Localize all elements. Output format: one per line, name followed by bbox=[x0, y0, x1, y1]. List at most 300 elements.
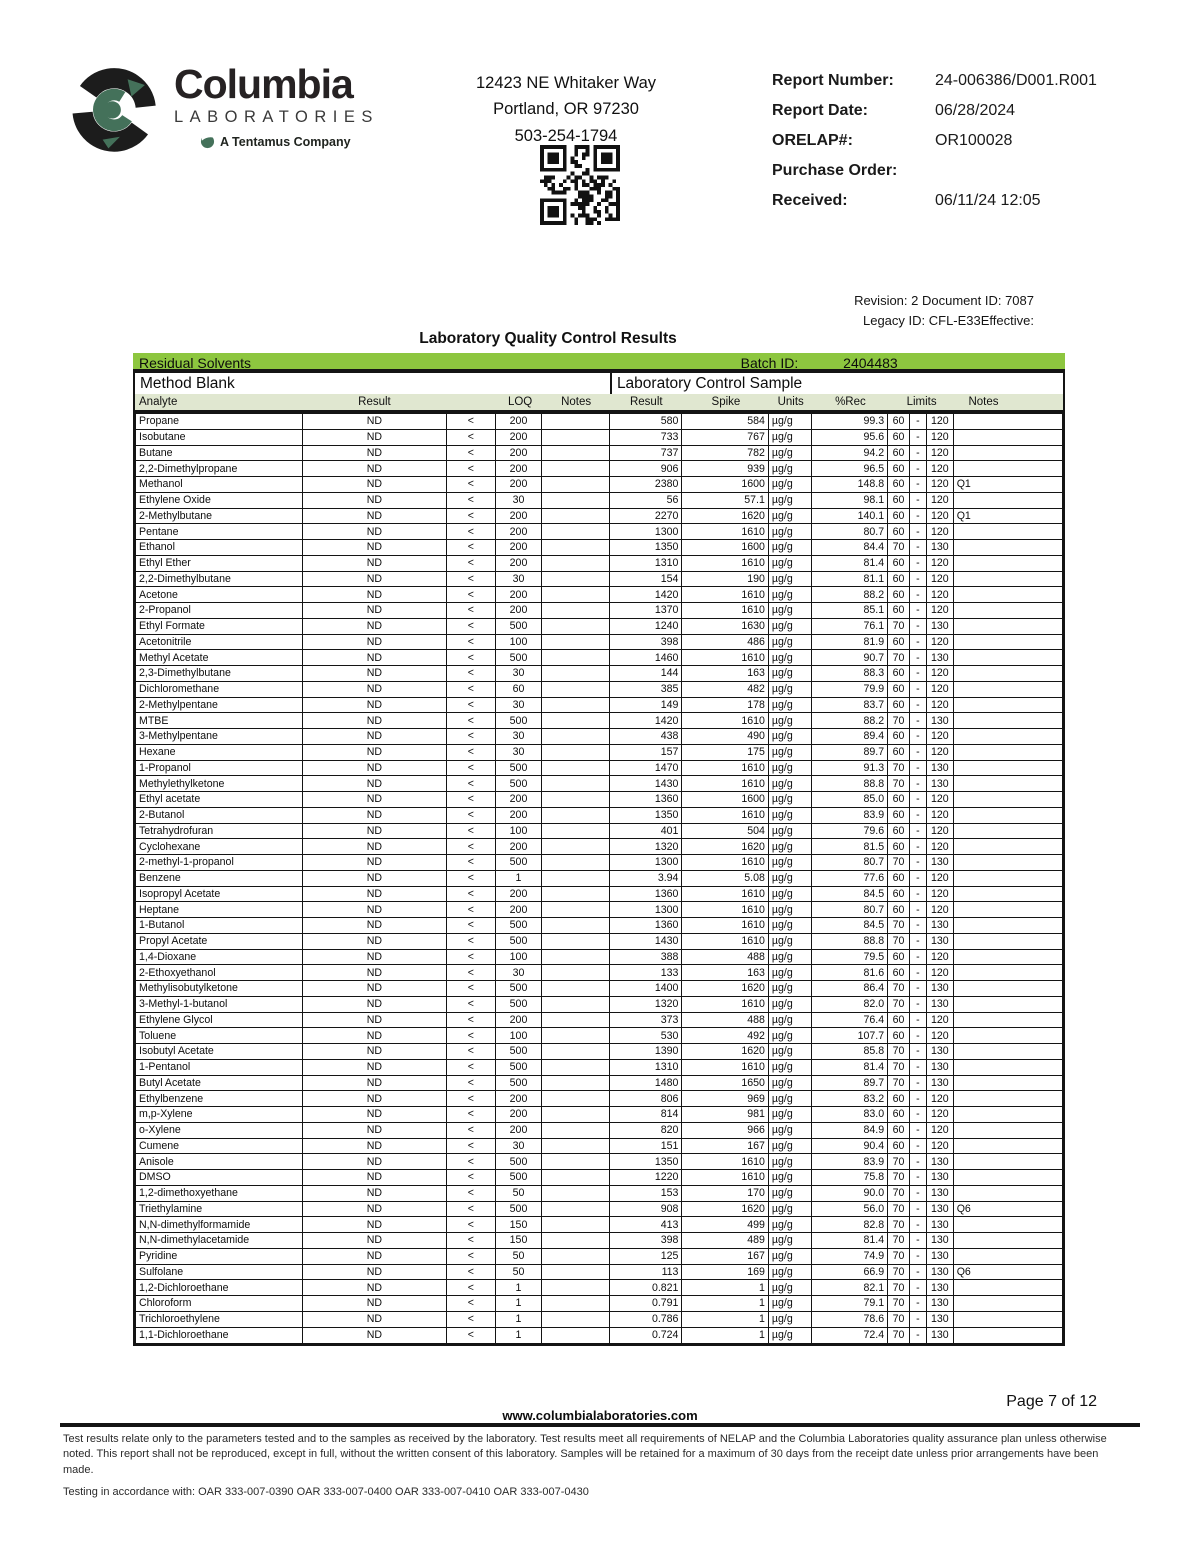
table-row bbox=[136, 698, 1062, 714]
cell-spike: 1610 bbox=[682, 650, 768, 665]
cell-loq: 100 bbox=[496, 1028, 543, 1043]
table-row bbox=[136, 619, 1062, 635]
cell-spike: 969 bbox=[682, 1091, 768, 1106]
cell-loq: 200 bbox=[496, 540, 543, 555]
cell-pct-rec: 66.9 bbox=[812, 1265, 889, 1280]
cell-spike: 488 bbox=[682, 950, 768, 965]
cell-lcs-notes: Q6 bbox=[956, 1265, 971, 1278]
cell-limit-high: 130 bbox=[927, 1280, 954, 1295]
cell-spike: 939 bbox=[682, 461, 768, 476]
cell-lcs-notes bbox=[954, 855, 1062, 870]
cell-limit-dash: - bbox=[910, 1202, 927, 1217]
table-row bbox=[136, 603, 1062, 619]
cell-analyte: 2-Propanol bbox=[136, 603, 303, 618]
cell-spike: 1 bbox=[682, 1296, 768, 1311]
report-field-value: 06/11/24 12:05 bbox=[935, 192, 1041, 209]
cell-analyte: Ethyl Ether bbox=[136, 556, 303, 571]
cell-limit-low: 60 bbox=[888, 950, 910, 965]
cell-lcs-notes bbox=[954, 461, 1062, 476]
cell-spike: 1 bbox=[682, 1328, 768, 1344]
testing-accordance-text: Testing in accordance with: OAR 333-007-0390 OAR 333-007-0400 OAR 333-007-0410 OAR 333-007-0430 bbox=[63, 1486, 589, 1499]
revision-block bbox=[854, 291, 1034, 331]
cell-pct-rec: 74.9 bbox=[812, 1249, 889, 1264]
cell-limit-low: 60 bbox=[888, 461, 910, 476]
cell-pct-rec: 82.0 bbox=[812, 997, 889, 1012]
cell-units: µg/g bbox=[769, 745, 812, 760]
cell-less-than: < bbox=[447, 1280, 496, 1295]
cell-mb-notes bbox=[542, 698, 610, 713]
table-row bbox=[136, 1060, 1062, 1076]
table-row bbox=[136, 650, 1062, 666]
cell-spike: 1610 bbox=[682, 603, 768, 618]
cell-lcs-result: 1300 bbox=[610, 902, 683, 917]
cell-spike: 1 bbox=[682, 1312, 768, 1327]
table-body bbox=[133, 410, 1065, 1346]
cell-limit-dash: - bbox=[910, 1091, 927, 1106]
cell-less-than: < bbox=[447, 509, 496, 524]
cell-less-than: < bbox=[447, 1060, 496, 1075]
table-row bbox=[136, 1091, 1062, 1107]
cell-lcs-notes bbox=[954, 587, 1062, 602]
cell-limit-dash: - bbox=[910, 1028, 927, 1043]
col-header-loq: LOQ bbox=[507, 396, 533, 408]
cell-less-than: < bbox=[447, 1013, 496, 1028]
table-row bbox=[136, 1076, 1062, 1092]
cell-limit-high: 130 bbox=[927, 981, 954, 996]
cell-mb-notes bbox=[542, 745, 610, 760]
cell-lcs-notes bbox=[954, 414, 1062, 429]
cell-limit-dash: - bbox=[910, 792, 927, 807]
cell-lcs-notes bbox=[954, 761, 1062, 776]
cell-limit-dash: - bbox=[910, 1107, 927, 1122]
cell-loq: 200 bbox=[496, 556, 543, 571]
cell-limit-dash: - bbox=[910, 1328, 927, 1344]
cell-limit-dash: - bbox=[910, 1265, 927, 1280]
table-row bbox=[136, 808, 1062, 824]
cell-less-than: < bbox=[447, 587, 496, 602]
cell-mb-result: ND bbox=[303, 1091, 447, 1106]
cell-less-than: < bbox=[447, 871, 496, 886]
cell-mb-result: ND bbox=[303, 902, 447, 917]
cell-spike: 190 bbox=[682, 572, 768, 587]
cell-loq: 500 bbox=[496, 776, 543, 791]
table-row bbox=[136, 587, 1062, 603]
cell-mb-result: ND bbox=[303, 1249, 447, 1264]
cell-less-than: < bbox=[447, 666, 496, 681]
cell-mb-notes bbox=[542, 1139, 610, 1154]
cell-less-than: < bbox=[447, 808, 496, 823]
cell-limit-low: 60 bbox=[888, 792, 910, 807]
cell-limit-dash: - bbox=[910, 918, 927, 933]
cell-lcs-result: 1360 bbox=[610, 887, 683, 902]
cell-lcs-result: 737 bbox=[610, 446, 683, 461]
cell-limit-low: 70 bbox=[888, 761, 910, 776]
cell-mb-result: ND bbox=[303, 682, 447, 697]
cell-loq: 1 bbox=[496, 871, 543, 886]
table-row bbox=[136, 1249, 1062, 1265]
cell-mb-notes bbox=[542, 776, 610, 791]
cell-spike: 169 bbox=[682, 1265, 768, 1280]
cell-pct-rec: 79.9 bbox=[812, 682, 889, 697]
cell-limit-low: 70 bbox=[888, 1296, 910, 1311]
cell-limit-dash: - bbox=[910, 1186, 927, 1201]
cell-pct-rec: 88.8 bbox=[812, 776, 889, 791]
cell-spike: 490 bbox=[682, 729, 768, 744]
cell-limit-high: 120 bbox=[927, 493, 954, 508]
cell-less-than: < bbox=[447, 572, 496, 587]
cell-less-than: < bbox=[447, 619, 496, 634]
cell-mb-notes bbox=[542, 603, 610, 618]
cell-analyte: Acetone bbox=[136, 587, 303, 602]
cell-mb-result: ND bbox=[303, 587, 447, 602]
cell-limit-high: 130 bbox=[927, 997, 954, 1012]
table-row bbox=[136, 430, 1062, 446]
cell-analyte: 2-Methylpentane bbox=[136, 698, 303, 713]
cell-mb-result: ND bbox=[303, 461, 447, 476]
cell-limit-high: 120 bbox=[927, 603, 954, 618]
cell-spike: 1600 bbox=[682, 792, 768, 807]
cell-pct-rec: 79.5 bbox=[812, 950, 889, 965]
cell-limit-high: 120 bbox=[927, 524, 954, 539]
table-row bbox=[136, 965, 1062, 981]
cell-limit-high: 130 bbox=[927, 761, 954, 776]
cell-pct-rec: 107.7 bbox=[812, 1028, 889, 1043]
cell-limit-high: 120 bbox=[927, 461, 954, 476]
cell-less-than: < bbox=[447, 556, 496, 571]
cell-lcs-notes bbox=[954, 1249, 1062, 1264]
cell-limit-dash: - bbox=[910, 540, 927, 555]
cell-loq: 500 bbox=[496, 1170, 543, 1185]
cell-loq: 1 bbox=[496, 1280, 543, 1295]
table-row bbox=[136, 950, 1062, 966]
cell-limit-high: 130 bbox=[927, 1217, 954, 1232]
cell-loq: 200 bbox=[496, 603, 543, 618]
cell-limit-high: 130 bbox=[927, 1202, 954, 1217]
cell-mb-notes bbox=[542, 839, 610, 854]
cell-mb-notes bbox=[542, 997, 610, 1012]
cell-mb-result: ND bbox=[303, 1265, 447, 1280]
cell-limit-dash: - bbox=[910, 524, 927, 539]
cell-loq: 30 bbox=[496, 666, 543, 681]
cell-lcs-result: 1470 bbox=[610, 761, 683, 776]
cell-mb-notes bbox=[542, 430, 610, 445]
cell-loq: 200 bbox=[496, 1123, 543, 1138]
cell-mb-result: ND bbox=[303, 1217, 447, 1232]
cell-analyte: 3-Methylpentane bbox=[136, 729, 303, 744]
cell-limit-dash: - bbox=[910, 493, 927, 508]
cell-mb-notes bbox=[542, 1076, 610, 1091]
cell-analyte: 2-Butanol bbox=[136, 808, 303, 823]
cell-units: µg/g bbox=[769, 713, 812, 728]
cell-limit-dash: - bbox=[910, 1233, 927, 1248]
cell-less-than: < bbox=[447, 430, 496, 445]
cell-lcs-notes bbox=[954, 1154, 1062, 1169]
cell-loq: 500 bbox=[496, 1154, 543, 1169]
table-row bbox=[136, 1328, 1062, 1344]
cell-spike: 175 bbox=[682, 745, 768, 760]
cell-mb-result: ND bbox=[303, 1296, 447, 1311]
cell-units: µg/g bbox=[769, 1296, 812, 1311]
cell-mb-notes bbox=[542, 761, 610, 776]
cell-lcs-result: 1320 bbox=[610, 839, 683, 854]
cell-spike: 981 bbox=[682, 1107, 768, 1122]
cell-limit-high: 120 bbox=[927, 729, 954, 744]
cell-lcs-result: 133 bbox=[610, 965, 683, 980]
table-row bbox=[136, 729, 1062, 745]
cell-analyte: DMSO bbox=[136, 1170, 303, 1185]
cell-limit-low: 70 bbox=[888, 918, 910, 933]
cell-lcs-result: 1310 bbox=[610, 1060, 683, 1075]
cell-limit-low: 70 bbox=[888, 1217, 910, 1232]
cell-limit-low: 70 bbox=[888, 1202, 910, 1217]
cell-analyte: Pentane bbox=[136, 524, 303, 539]
cell-lcs-result: 154 bbox=[610, 572, 683, 587]
cell-limit-low: 70 bbox=[888, 1280, 910, 1295]
cell-limit-dash: - bbox=[910, 1170, 927, 1185]
cell-pct-rec: 82.8 bbox=[812, 1217, 889, 1232]
cell-limit-high: 130 bbox=[927, 855, 954, 870]
page-number: Page 7 of 12 bbox=[1006, 1393, 1097, 1410]
cell-lcs-notes: Q1 bbox=[956, 478, 971, 491]
cell-limit-low: 60 bbox=[888, 808, 910, 823]
cell-lcs-result: 157 bbox=[610, 745, 683, 760]
cell-mb-notes bbox=[542, 1044, 610, 1059]
cell-lcs-result: 1430 bbox=[610, 934, 683, 949]
cell-units: µg/g bbox=[769, 918, 812, 933]
cell-limit-high: 120 bbox=[927, 446, 954, 461]
cell-analyte: Isobutyl Acetate bbox=[136, 1044, 303, 1059]
table-row bbox=[136, 524, 1062, 540]
cell-lcs-result: 906 bbox=[610, 461, 683, 476]
cell-units: µg/g bbox=[769, 839, 812, 854]
cell-mb-notes bbox=[542, 540, 610, 555]
cell-spike: 966 bbox=[682, 1123, 768, 1138]
cell-lcs-notes bbox=[954, 1233, 1062, 1248]
cell-limit-low: 60 bbox=[888, 509, 910, 524]
cell-analyte: 1,1-Dichloroethane bbox=[136, 1328, 303, 1344]
cell-units: µg/g bbox=[769, 729, 812, 744]
table-row bbox=[136, 871, 1062, 887]
cell-limit-high: 120 bbox=[927, 430, 954, 445]
cell-pct-rec: 90.4 bbox=[812, 1139, 889, 1154]
cell-units: µg/g bbox=[769, 934, 812, 949]
table-row bbox=[136, 414, 1062, 430]
cell-analyte: Methylethylketone bbox=[136, 776, 303, 791]
cell-lcs-notes bbox=[954, 824, 1062, 839]
cell-loq: 200 bbox=[496, 461, 543, 476]
cell-loq: 100 bbox=[496, 824, 543, 839]
cell-pct-rec: 95.6 bbox=[812, 430, 889, 445]
cell-spike: 1610 bbox=[682, 808, 768, 823]
cell-loq: 500 bbox=[496, 934, 543, 949]
cell-analyte: Tetrahydrofuran bbox=[136, 824, 303, 839]
cell-analyte: Heptane bbox=[136, 902, 303, 917]
cell-mb-notes bbox=[542, 572, 610, 587]
cell-mb-notes bbox=[542, 556, 610, 571]
cell-lcs-notes bbox=[954, 430, 1062, 445]
cell-limit-high: 130 bbox=[927, 1233, 954, 1248]
cell-analyte: 1,2-Dichloroethane bbox=[136, 1280, 303, 1295]
cell-less-than: < bbox=[447, 524, 496, 539]
cell-mb-notes bbox=[542, 887, 610, 902]
cell-limit-high: 120 bbox=[927, 887, 954, 902]
cell-mb-notes bbox=[542, 461, 610, 476]
cell-limit-high: 130 bbox=[927, 918, 954, 933]
cell-mb-result: ND bbox=[303, 1233, 447, 1248]
cell-less-than: < bbox=[447, 1123, 496, 1138]
cell-units: µg/g bbox=[769, 871, 812, 886]
cell-limit-low: 60 bbox=[888, 572, 910, 587]
section-label: Residual Solvents bbox=[139, 355, 252, 371]
cell-analyte: Methyl Acetate bbox=[136, 650, 303, 665]
cell-mb-notes bbox=[542, 824, 610, 839]
cell-limit-dash: - bbox=[910, 477, 927, 492]
table-row bbox=[136, 1154, 1062, 1170]
cell-less-than: < bbox=[447, 1076, 496, 1091]
cell-units: µg/g bbox=[769, 1060, 812, 1075]
cell-lcs-notes bbox=[954, 1328, 1062, 1344]
cell-limit-low: 70 bbox=[888, 713, 910, 728]
cell-mb-notes bbox=[542, 1013, 610, 1028]
cell-limit-dash: - bbox=[910, 761, 927, 776]
cell-limit-high: 120 bbox=[927, 824, 954, 839]
cell-units: µg/g bbox=[769, 682, 812, 697]
cell-lcs-result: 438 bbox=[610, 729, 683, 744]
cell-limit-high: 120 bbox=[927, 477, 954, 492]
cell-mb-notes bbox=[542, 1170, 610, 1185]
cell-limit-high: 120 bbox=[927, 572, 954, 587]
cell-mb-result: ND bbox=[303, 839, 447, 854]
cell-mb-notes bbox=[542, 1265, 610, 1280]
cell-less-than: < bbox=[447, 761, 496, 776]
cell-spike: 767 bbox=[682, 430, 768, 445]
cell-limit-high: 120 bbox=[927, 1091, 954, 1106]
col-header-mb-result: Result bbox=[358, 396, 391, 408]
cell-mb-result: ND bbox=[303, 981, 447, 996]
cell-spike: 1620 bbox=[682, 1202, 768, 1217]
cell-pct-rec: 84.5 bbox=[812, 887, 889, 902]
cell-pct-rec: 89.7 bbox=[812, 745, 889, 760]
report-field-value: OR100028 bbox=[935, 132, 1013, 149]
cell-analyte: 1-Pentanol bbox=[136, 1060, 303, 1075]
cell-pct-rec: 88.3 bbox=[812, 666, 889, 681]
cell-limit-high: 120 bbox=[927, 808, 954, 823]
cell-mb-notes bbox=[542, 918, 610, 933]
cell-spike: 1610 bbox=[682, 902, 768, 917]
cell-lcs-notes bbox=[954, 965, 1062, 980]
cell-mb-result: ND bbox=[303, 524, 447, 539]
cell-loq: 50 bbox=[496, 1249, 543, 1264]
cell-loq: 200 bbox=[496, 887, 543, 902]
report-field-label: Purchase Order: bbox=[772, 162, 898, 179]
cell-lcs-notes bbox=[954, 902, 1062, 917]
cell-loq: 200 bbox=[496, 524, 543, 539]
cell-mb-result: ND bbox=[303, 1060, 447, 1075]
cell-mb-notes bbox=[542, 524, 610, 539]
cell-limit-high: 130 bbox=[927, 776, 954, 791]
cell-lcs-notes bbox=[954, 1107, 1062, 1122]
cell-analyte: Ethylene Glycol bbox=[136, 1013, 303, 1028]
cell-loq: 30 bbox=[496, 698, 543, 713]
cell-mb-result: ND bbox=[303, 824, 447, 839]
cell-limit-low: 60 bbox=[888, 698, 910, 713]
cell-less-than: < bbox=[447, 1139, 496, 1154]
cell-pct-rec: 86.4 bbox=[812, 981, 889, 996]
cell-limit-dash: - bbox=[910, 902, 927, 917]
cell-limit-low: 60 bbox=[888, 635, 910, 650]
cell-analyte: Butane bbox=[136, 446, 303, 461]
cell-limit-high: 130 bbox=[927, 1249, 954, 1264]
cell-limit-dash: - bbox=[910, 1249, 927, 1264]
cell-less-than: < bbox=[447, 1265, 496, 1280]
cell-limit-high: 130 bbox=[927, 650, 954, 665]
cell-lcs-result: 1300 bbox=[610, 524, 683, 539]
table-row bbox=[136, 1044, 1062, 1060]
cell-analyte: Ethylene Oxide bbox=[136, 493, 303, 508]
cell-mb-notes bbox=[542, 1091, 610, 1106]
cell-analyte: 2,3-Dimethylbutane bbox=[136, 666, 303, 681]
cell-spike: 1600 bbox=[682, 540, 768, 555]
cell-spike: 492 bbox=[682, 1028, 768, 1043]
table-row bbox=[136, 682, 1062, 698]
cell-lcs-result: 1350 bbox=[610, 1154, 683, 1169]
cell-limit-dash: - bbox=[910, 855, 927, 870]
cell-less-than: < bbox=[447, 713, 496, 728]
cell-limit-high: 120 bbox=[927, 965, 954, 980]
cell-loq: 500 bbox=[496, 650, 543, 665]
cell-limit-low: 70 bbox=[888, 1186, 910, 1201]
cell-loq: 200 bbox=[496, 414, 543, 429]
cell-mb-notes bbox=[542, 619, 610, 634]
cell-limit-high: 130 bbox=[927, 1328, 954, 1344]
cell-mb-result: ND bbox=[303, 1123, 447, 1138]
cell-mb-result: ND bbox=[303, 1013, 447, 1028]
cell-analyte: MTBE bbox=[136, 713, 303, 728]
cell-lcs-notes bbox=[954, 666, 1062, 681]
cell-mb-result: ND bbox=[303, 540, 447, 555]
batch-id-label: Batch ID: bbox=[740, 355, 799, 371]
footer-divider bbox=[60, 1423, 1140, 1427]
table-row bbox=[136, 776, 1062, 792]
cell-limit-low: 60 bbox=[888, 745, 910, 760]
cell-mb-result: ND bbox=[303, 997, 447, 1012]
cell-limit-dash: - bbox=[910, 1060, 927, 1075]
cell-lcs-notes bbox=[954, 446, 1062, 461]
table-row bbox=[136, 1202, 1062, 1218]
cell-lcs-result: 1390 bbox=[610, 1044, 683, 1059]
cell-spike: 1620 bbox=[682, 981, 768, 996]
cell-units: µg/g bbox=[769, 1107, 812, 1122]
cell-limit-low: 70 bbox=[888, 1044, 910, 1059]
cell-limit-dash: - bbox=[910, 650, 927, 665]
cell-units: µg/g bbox=[769, 824, 812, 839]
table-row bbox=[136, 1280, 1062, 1296]
cell-limit-dash: - bbox=[910, 430, 927, 445]
cell-analyte: Propyl Acetate bbox=[136, 934, 303, 949]
table-row bbox=[136, 855, 1062, 871]
cell-loq: 500 bbox=[496, 918, 543, 933]
cell-mb-result: ND bbox=[303, 1154, 447, 1169]
cell-units: µg/g bbox=[769, 572, 812, 587]
cell-pct-rec: 81.9 bbox=[812, 635, 889, 650]
cell-units: µg/g bbox=[769, 1233, 812, 1248]
cell-limit-high: 130 bbox=[927, 1296, 954, 1311]
cell-limit-high: 120 bbox=[927, 902, 954, 917]
cell-pct-rec: 140.1 bbox=[812, 509, 889, 524]
table-row bbox=[136, 1312, 1062, 1328]
cell-limit-dash: - bbox=[910, 1123, 927, 1138]
cell-units: µg/g bbox=[769, 1028, 812, 1043]
